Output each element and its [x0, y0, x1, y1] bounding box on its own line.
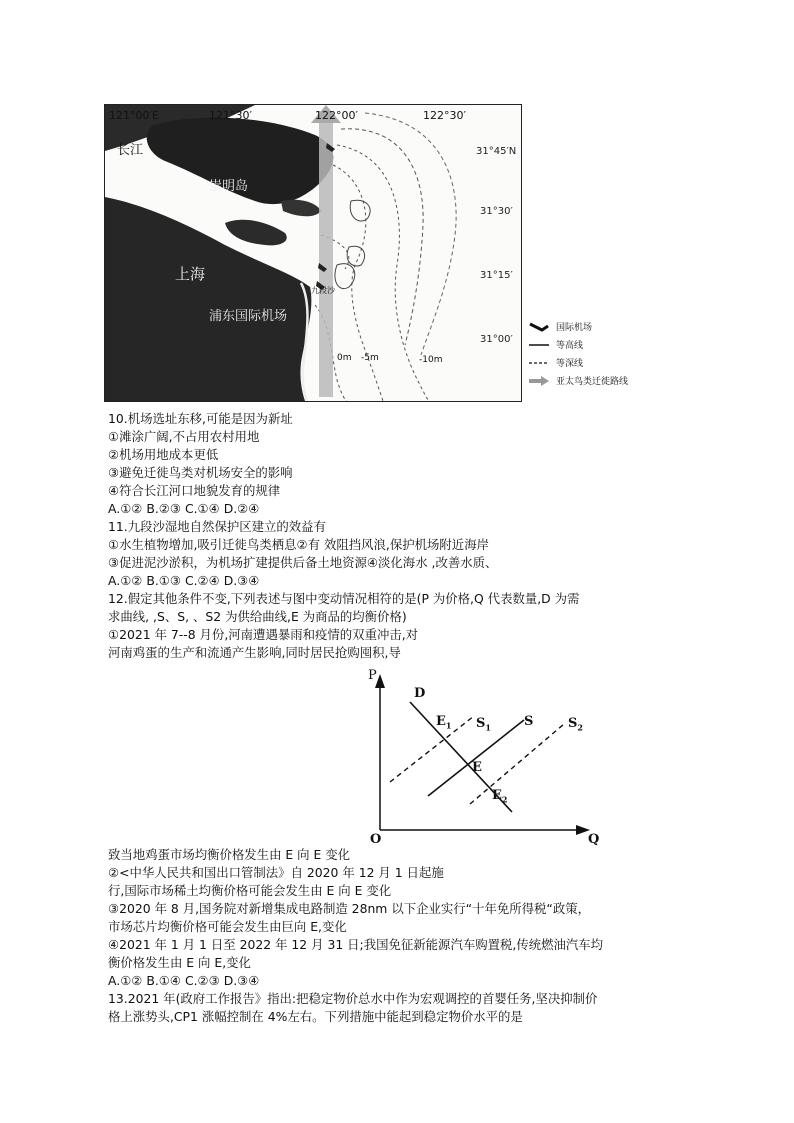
q11-stem: 11.九段沙湿地自然保护区建立的效益有 — [108, 519, 326, 534]
supply-demand-graph — [356, 668, 616, 848]
q10-item-1: ①滩涂广阔,不占用农村用地 — [108, 429, 260, 444]
changxing-island — [225, 220, 287, 246]
q12-stem-2: 求曲线, ,S、S, 、S2 为供给曲线,E 为商品的均衡价格) — [108, 609, 407, 624]
lon-label-122-30: 122°30′ — [423, 109, 466, 122]
q12-options: A.①② B.①④ C.②③ D.③④ — [108, 973, 260, 988]
q13-line-2: 格上涨势头,CP1 涨幅控制在 4%左右。下列措施中能起到稳定物价水平的是 — [108, 1009, 523, 1024]
lat-label-31-45: 31°45′N — [476, 146, 517, 157]
q13-line-1: 13.2021 年(政府工作报告》指出:把稳定物价总水中作为宏观调控的首婴任务,坚决抑制价 — [108, 991, 598, 1006]
origin-label: O — [370, 832, 382, 847]
lat-label-31-30: 31°30′ — [480, 206, 513, 217]
q12-item-1b: 河南鸡蛋的生产和流通产生影响,同时居民抢购囤积,导 — [108, 645, 401, 660]
lat-label-31-00: 31°00′ — [480, 334, 513, 345]
q10-item-3: ③避免迁徙鸟类对机场安全的影响 — [108, 465, 293, 480]
q12-item-1a: ①2021 年 7--8 月份,河南遭遇暴雨和疫情的双重冲击,对 — [108, 627, 419, 642]
depth-label-0m: 0m — [337, 353, 352, 363]
label-e2: $E_2$ — [492, 788, 508, 805]
airport-icon — [528, 322, 550, 332]
lon-label-121-00: 121°00′E — [109, 109, 159, 122]
graph-drawing — [356, 668, 616, 848]
label-s: S — [524, 714, 534, 729]
q11-line-1: ①水生植物增加,吸引迁徙鸟类栖息②有 效阻挡风浪,保护机场附近海岸 — [108, 537, 489, 552]
migration-arrow-icon — [528, 376, 550, 386]
label-pudong-airport: 浦东国际机场 — [209, 309, 288, 324]
q10-item-4: ④符合长江河口地貌发育的规律 — [108, 483, 281, 498]
shanghai-land — [105, 197, 311, 401]
supply-curve-s2 — [470, 724, 564, 804]
label-s1: $S_1$ — [476, 716, 491, 733]
legend-isobath: 等深线 — [528, 356, 583, 369]
label-d: D — [414, 686, 426, 701]
label-shanghai: 上海 — [175, 265, 206, 283]
isobath-line-icon — [528, 358, 550, 368]
map-drawing — [105, 105, 521, 401]
q10-options: A.①② B.②③ C.①④ D.②④ — [108, 501, 260, 516]
legend-airport: 国际机场 — [528, 320, 592, 333]
legend-contour: 等高线 — [528, 338, 583, 351]
q12-item-2a: ②<中华人民共和国出口管制法》自 2020 年 12 月 1 日起施 — [108, 865, 444, 880]
legend-migration: 亚太鸟类迁徙路线 — [528, 374, 628, 387]
label-s2: $S_2$ — [568, 716, 583, 733]
hengsha-island — [281, 200, 321, 217]
label-jiuduansha: 九段沙 — [311, 286, 335, 295]
estuary-map — [104, 104, 522, 402]
q12-item-2b: 行,国际市场稀土均衡价格可能会发生由 E 向 E 变化 — [108, 883, 392, 898]
q12-item-4b: 衡价格发生由 E 向 E,变化 — [108, 955, 251, 970]
q11-line-2: ③促进泥沙淤积，为机场扩建提供后备土地资源④淡化海水 ,改善水质、 — [108, 555, 498, 570]
contour-line-icon — [528, 340, 550, 350]
depth-label-10m: -10m — [419, 355, 443, 365]
depth-label-5m: -5m — [361, 353, 379, 363]
axis-label-p: P — [368, 668, 377, 683]
q12-item-3a: ③2020 年 8 月,国务院对新增集成电路制造 28nm 以下企业实行“十年免所得税“政策， — [108, 901, 591, 916]
label-chongming: 崇明岛 — [209, 179, 249, 194]
q10-stem: 10.机场选址东移,可能是因为新址 — [108, 411, 293, 426]
q11-options: A.①② B.①③ C.②④ D.③④ — [108, 573, 260, 588]
label-e1: $E_1$ — [436, 714, 452, 731]
q12-item-3b: 市场芯片均衡价格可能会发生由巨向 E,变化 — [108, 919, 347, 934]
q12-item-1c: 致当地鸡蛋市场均衡价格发生由 E 向 E 变化 — [108, 847, 351, 862]
q10-item-2: ②机场用地成本更低 — [108, 447, 219, 462]
lon-label-121-30: 121°30′ — [209, 109, 252, 122]
q12-stem-1: 12.假定其他条件不变,下列表述与图中变动情况相符的是(P 为价格,Q 代表数量,D 为需 — [108, 591, 580, 606]
lon-label-122-00: 122°00′ — [315, 109, 358, 122]
lat-label-31-15: 31°15′ — [480, 270, 513, 281]
label-changjiang: 长江 — [117, 143, 144, 158]
q12-item-4a: ④2021 年 1 月 1 日至 2022 年 12 月 31 日;我国免征新能源汽车购置税,传统燃油汽车均 — [108, 937, 604, 952]
axis-label-q: Q — [588, 832, 600, 847]
bird-migration-route — [319, 111, 333, 397]
label-e: E — [472, 760, 482, 775]
